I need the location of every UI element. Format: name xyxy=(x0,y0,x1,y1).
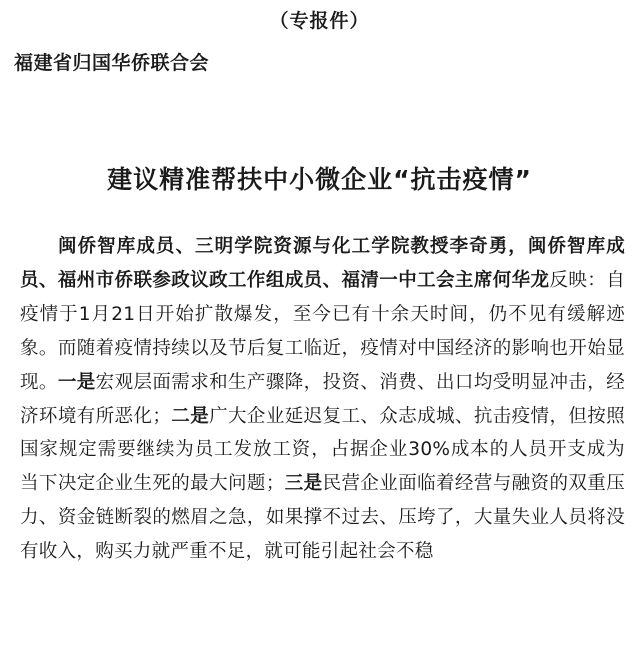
point1-text: 宏观层面需求和生产骤降，投资、消费、出口均受明显冲击，经济环境有所恶化； xyxy=(20,371,625,427)
point2-label: 二是 xyxy=(171,405,210,427)
point3-text: 民营企业面临着经营与融资的双重压力、资金链断裂的燃眉之急，如果撑不过去、压垮了，大量失业人员将没有收入，购买力就严重不足，就可能引起社会不稳 xyxy=(20,473,625,563)
document-title: 建议精准帮扶中小微企业“抗击疫情” xyxy=(107,165,532,194)
intro-text: 反映：自疫情于1月21日开始扩散爆发，至今已有十余天时间，仍不见有缓解迹象。而随着疫情持续以及节后复工临近，疫情对中国经济的影响也开始显现。 xyxy=(20,269,625,393)
point2-text: 广大企业延迟复工、众志成城、抗击疫情，但按照国家规定需要继续为员工发放工资，占据企业30%成本的人员开支成为当下决定企业生死的最大问题； xyxy=(20,405,625,495)
body-paragraph xyxy=(20,230,625,569)
point3-label: 三是 xyxy=(284,473,323,495)
organization-name: 福建省归国华侨联合会 xyxy=(14,52,210,74)
reporters: 闽侨智库成员、三明学院资源与化工学院教授李奇勇，闽侨智库成员、福州市侨联参政议政工作组成员、福清一中工会主席何华龙 xyxy=(20,236,625,291)
report-tag: （专报件） xyxy=(269,10,370,32)
point1-label: 一是 xyxy=(57,371,96,393)
